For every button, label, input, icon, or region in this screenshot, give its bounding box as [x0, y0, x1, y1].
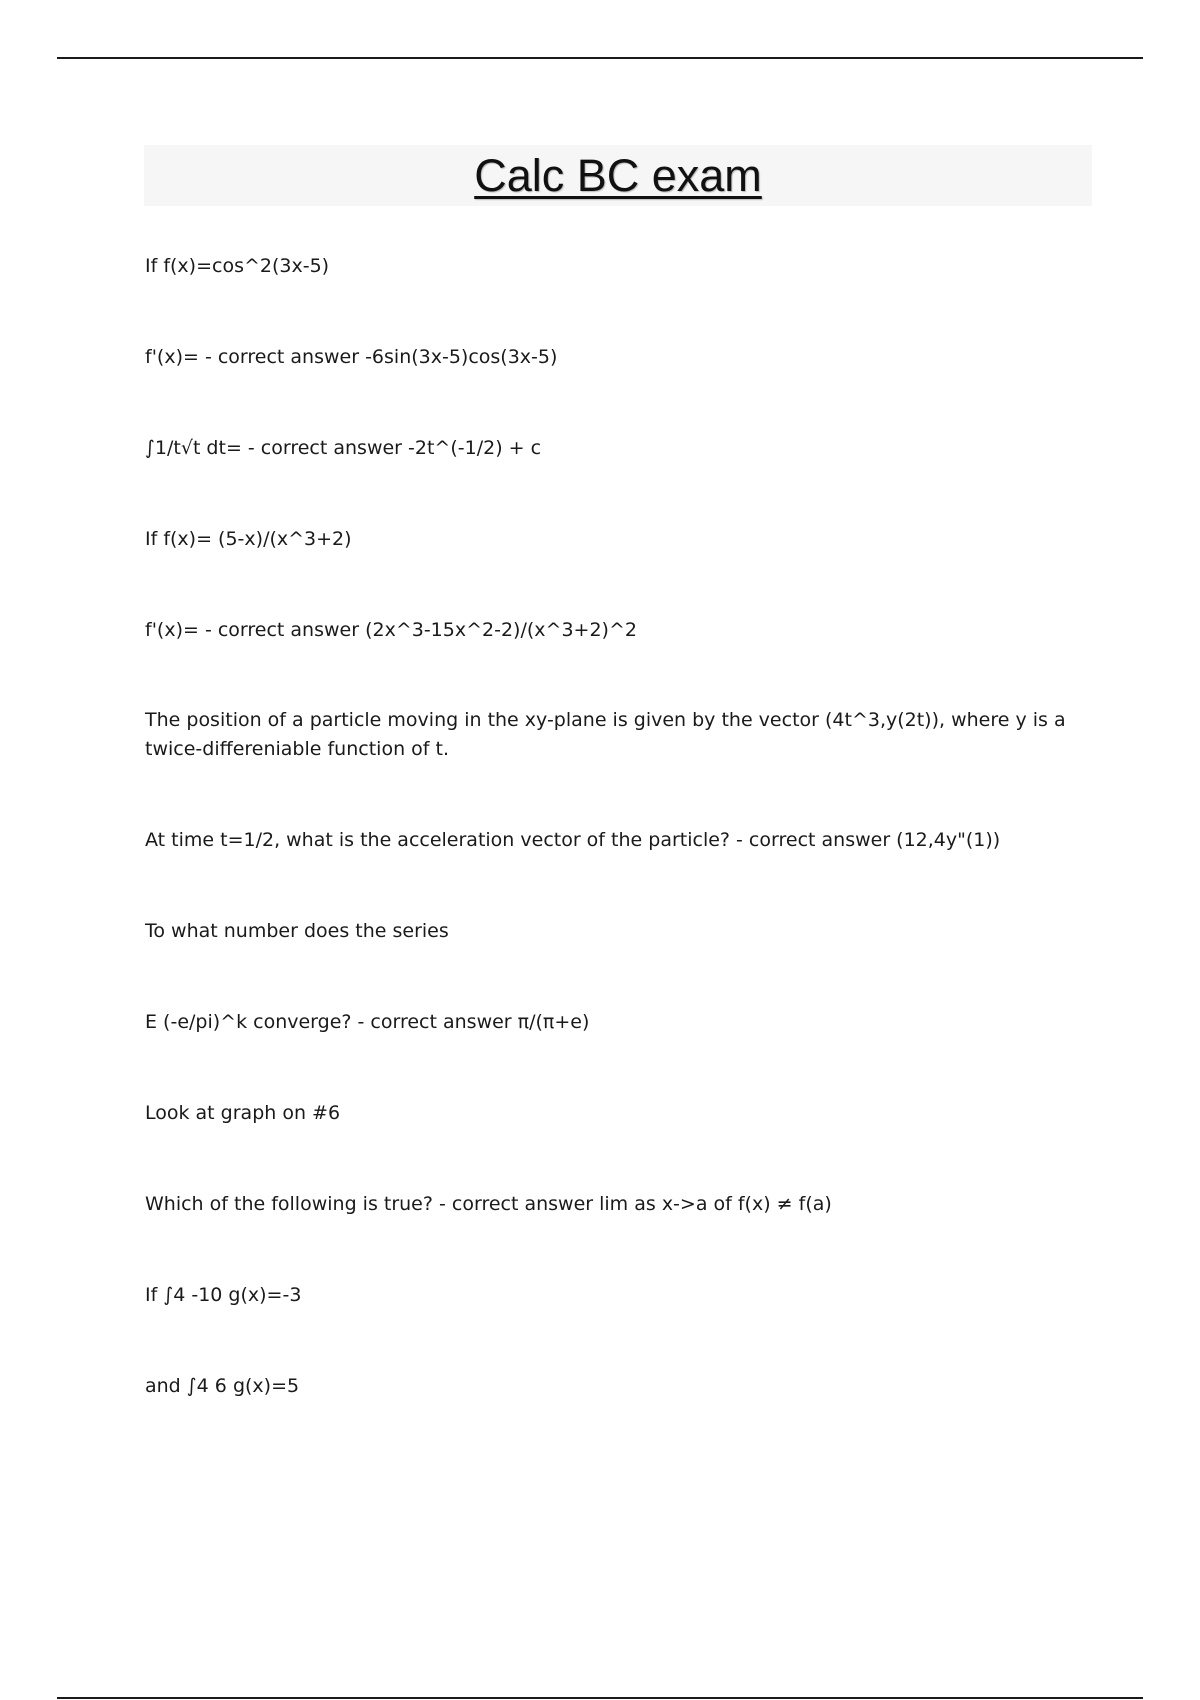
text-line: f'(x)= - correct answer -6sin(3x-5)cos(3x-5) [145, 346, 558, 368]
text-line: Which of the following is true? - correct answer lim as x->a of f(x) ≠ f(a) [145, 1193, 832, 1215]
text-line: Look at graph on #6 [145, 1102, 341, 1124]
text-line: E (-e/pi)^k converge? - correct answer π/(π+e) [145, 1011, 590, 1033]
text-line: ∫1/t√t dt= - correct answer -2t^(-1/2) + c [145, 437, 542, 459]
title-banner [144, 145, 1092, 206]
text-paragraph: The position of a particle moving in the xy-plane is given by the vector (4t^3,y(2t)), where y is a twice-differeniable function of t. [145, 709, 1066, 760]
text-line: To what number does the series [145, 920, 449, 942]
text-line: If f(x)= (5-x)/(x^3+2) [145, 528, 352, 550]
text-line: At time t=1/2, what is the acceleration vector of the particle? - correct answer (12,4y"(1)) [145, 829, 1001, 851]
page-title: Calc BC exam [474, 149, 762, 201]
bottom-rule [57, 1697, 1143, 1699]
top-rule [57, 57, 1143, 59]
text-line: If f(x)=cos^2(3x-5) [145, 255, 330, 277]
text-line: f'(x)= - correct answer (2x^3-15x^2-2)/(x^3+2)^2 [145, 619, 637, 641]
text-line: and ∫4 6 g(x)=5 [145, 1375, 300, 1397]
text-line: If ∫4 -10 g(x)=-3 [145, 1284, 302, 1306]
